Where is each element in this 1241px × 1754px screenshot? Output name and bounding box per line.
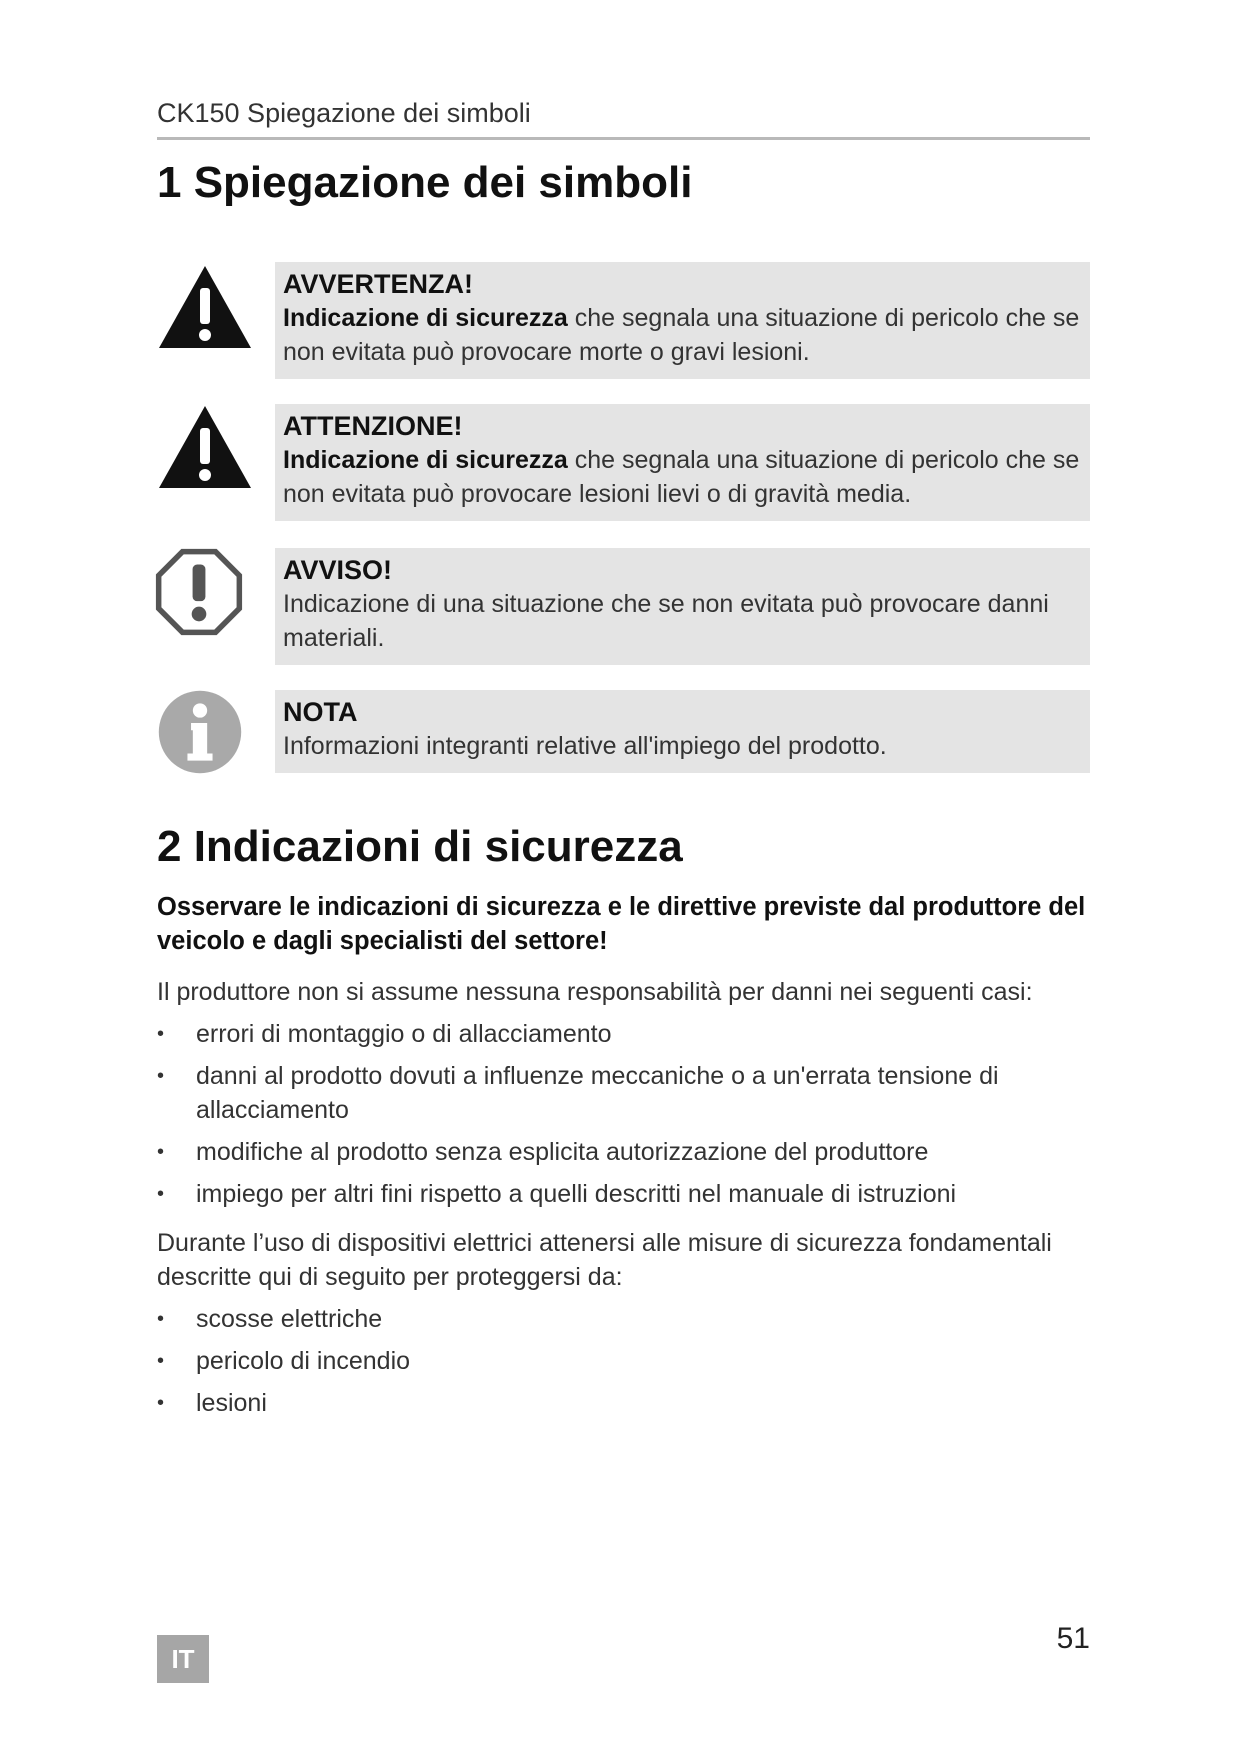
list-item: • impiego per altri fini rispetto a quelli descritti nel manuale di istruzioni <box>157 1177 1097 1211</box>
list-item: • danni al prodotto dovuti a influenze meccaniche o a un'errata tensione di allacciamento <box>157 1059 1097 1127</box>
running-header: CK150 Spiegazione dei simboli <box>157 98 1090 140</box>
intro-paragraph-1: Il produttore non si assume nessuna responsabilità per danni nei seguenti casi: <box>157 978 1033 1006</box>
page-number: 51 <box>1056 1622 1090 1655</box>
warning-triangle-icon <box>157 264 253 360</box>
info-circle-icon <box>157 689 243 775</box>
list-item: • errori di montaggio o di allacciamento <box>157 1017 1097 1051</box>
notice-text: Indicazione di una situazione che se non evitata può provocare danni materiali. <box>283 590 1049 652</box>
notice-body: che segnala una situazione di pericolo che se non evitata può provocare lesioni lievi o di gravità media. <box>283 446 1080 508</box>
list-item: • lesioni <box>157 1386 1097 1420</box>
list-item: • pericolo di incendio <box>157 1344 1097 1378</box>
section-2-title: 2 Indicazioni di sicurezza <box>157 822 683 871</box>
liability-list <box>157 1017 1097 1219</box>
notice-title: NOTA <box>283 697 358 727</box>
list-item: • modifiche al prodotto senza esplicita autorizzazione del produttore <box>157 1135 1097 1169</box>
notice-box <box>275 690 1090 773</box>
intro-paragraph-2: Durante l’uso di dispositivi elettrici attenersi alle misure di sicurezza fondamentali descritte qui di seguito per proteggersi da: <box>157 1229 1052 1291</box>
notice-body: che segnala una situazione di pericolo che se non evitata può provocare morte o gravi lesioni. <box>283 304 1080 366</box>
notice-text: Informazioni integranti relative all'impiego del prodotto. <box>283 732 887 760</box>
notice-box <box>275 548 1090 665</box>
section-1-title: 1 Spiegazione dei simboli <box>157 158 693 207</box>
warning-triangle-icon <box>157 404 253 500</box>
notice-box <box>275 404 1090 521</box>
protection-list <box>157 1302 1097 1428</box>
notice-box <box>275 262 1090 379</box>
notice-text <box>283 443 1082 511</box>
notice-title: ATTENZIONE! <box>283 411 463 441</box>
notice-bold-text: Indicazione di sicurezza <box>283 446 568 474</box>
list-item: • scosse elettriche <box>157 1302 1097 1336</box>
notice-text <box>283 301 1082 369</box>
notice-title: AVVERTENZA! <box>283 269 474 299</box>
language-badge: IT <box>157 1635 209 1683</box>
notice-bold-text: Indicazione di sicurezza <box>283 304 568 332</box>
octagon-exclamation-icon <box>155 548 243 636</box>
notice-title: AVVISO! <box>283 555 393 585</box>
lead-paragraph: Osservare le indicazioni di sicurezza e le direttive previste dal produttore del veicolo e dagli specialisti del settore! <box>157 893 1086 955</box>
